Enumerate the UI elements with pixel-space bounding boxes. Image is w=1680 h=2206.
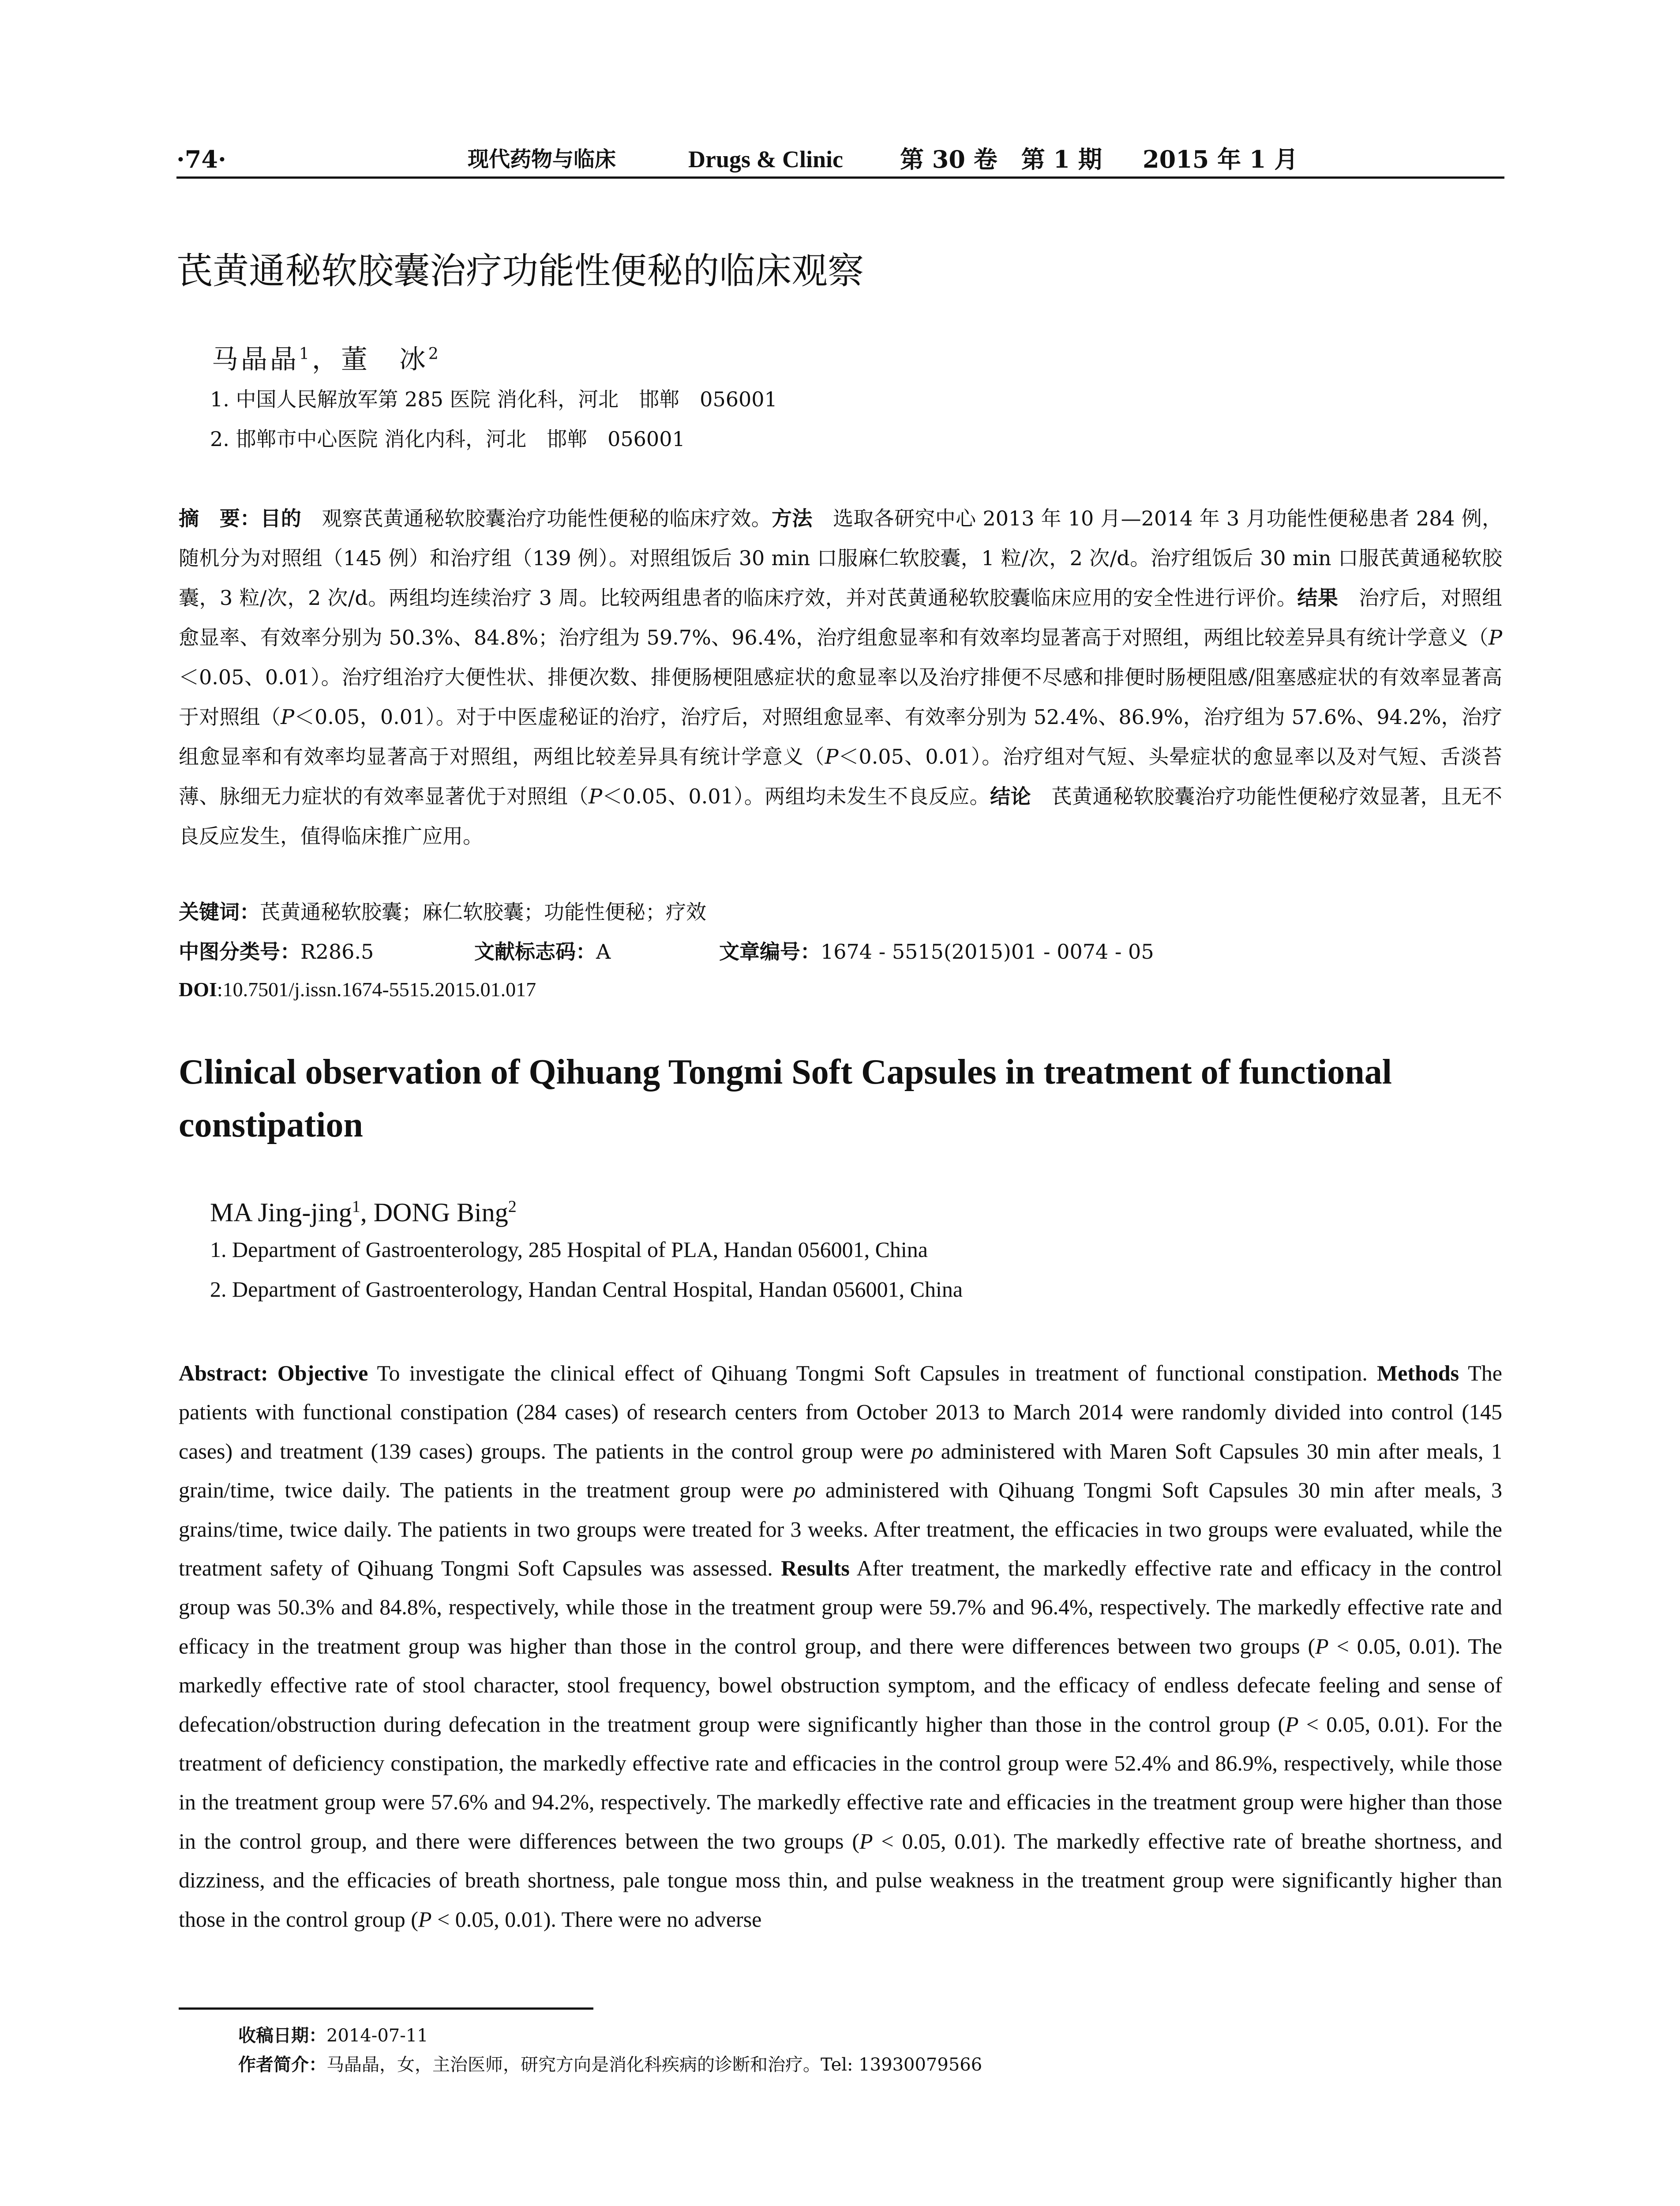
author-bio [238,2051,982,2079]
received-label: 收稿日期： [238,2026,326,2046]
results-text: < 0.05, 0.01). For the treatment of deficiency constipation, the markedly effective rate and efficacies in the control group were 52.4% and 86.9%, respectively, while those in the treatment group were 57.6% and 94.2%, respectively. The markedly effective rate and efficacies in the treatment group were higher than those in the control group, and there were differences between the two groups ( [179,1711,1503,1853]
affiliation-marker: 1 [299,345,312,363]
affiliation-marker: 2 [428,345,441,363]
received-value: 2014-07-11 [326,2026,428,2046]
p-symbol: P [1285,1711,1299,1737]
abstract-cn [179,499,1502,856]
results-text: < 0.05, 0.01). The markedly effective rate of stool character, stool frequency, bowel obstruction symptom, and the efficacy of endless defecate feeling and sense of defecation/obstruction during defecation in the treatment group were significantly higher than those in the control group ( [179,1633,1502,1737]
authors-en [210,1187,517,1232]
p-symbol: P [589,784,603,808]
results-text: 治疗后，对照组愈显率、有效率分别为 50.3%、84.8%；治疗组为 59.7%、96.4%，治疗组愈显率和有效率均显著高于对照组，两组比较差异具有统计学意义（ [179,586,1503,649]
affiliation-en-1: 1. Department of Gastroenterology, 285 Hospital of PLA, Handan 056001, China [210,1237,928,1262]
volume-issue: 第 30 卷 第 1 期 [900,145,1102,173]
methods-text: The patients with functional constipation (284 cases) of research centers from October 2013 to March 2014 were randomly divided into control (145 cases) and treatment (139 cases) groups. The patients in the control group were [179,1361,1502,1463]
author-bio-text: 马晶晶，女，主治医师，研究方向是消化科疾病的诊断和治疗。Tel: 13930079566 [326,2055,982,2075]
results-text: ＜0.05、0.01）。两组均未发生不良反应。 [602,784,990,808]
p-symbol: P [825,745,839,769]
doc-code-label: 文献标志码： [474,940,596,964]
affiliation-en-2: 2. Department of Gastroenterology, Handan Central Hospital, Handan 056001, China [210,1277,963,1302]
doi-label: DOI [179,978,217,1001]
page-number: ·74· [176,145,226,173]
conclusion-text: 芪黄通秘软胶囊治疗功能性便秘疗效显著，且无不良反应发生，值得临床推广应用。 [179,784,1503,848]
conclusion-label: 结论 [990,784,1031,808]
objective-label: 目的 [260,506,302,530]
clc-label: 中图分类号： [179,940,300,964]
p-symbol: P [859,1828,873,1853]
document-code [474,932,611,972]
affiliation-cn-2: 2. 邯郸市中心医院 消化内科，河北 邯郸 056001 [210,427,685,451]
article-number [719,932,1154,972]
article-title-cn: 芪黄通秘软胶囊治疗功能性便秘的临床观察 [176,250,864,292]
po-abbrev: po [911,1438,934,1463]
keywords-text: 芪黄通秘软胶囊；麻仁软胶囊；功能性便秘；疗效 [260,900,706,924]
p-symbol: P [1315,1633,1329,1658]
results-text: ＜0.05、0.01）。治疗组对气短、头晕症状的愈显率以及对气短、舌淡苔薄、脉细无力症状的有效率显著优于对照组（ [179,745,1503,808]
author-name: 马晶晶 [212,344,299,375]
author-name: MA Jing-jing [210,1198,352,1227]
received-date [238,2022,428,2050]
methods-text: 选取各研究中心 2013 年 10 月—2014 年 3 月功能性便秘患者 284 例，随机分为对照组（145 例）和治疗组（139 例）。对照组饭后 30 min 口服麻仁软胶囊，1 粒/次，2 次/d。治疗组饭后 30 min 口服芪黄通秘软胶囊，3 粒/次，2 次/d。两组均连续治疗 3 周。比较两组患者的临床疗效，并对芪黄通秘软胶囊临床应用的安全性进行评价。 [179,506,1503,610]
methods-text: administered with Qihuang Tongmi Soft Capsules 30 min after meals, 3 grains/time, twice daily. The patients in two groups were treated for 3 weeks. After treatment, the efficacies in two groups were evaluated, while the treatment safety of Qihuang Tongmi Soft Capsules was assessed. [179,1478,1502,1581]
results-label: 结果 [1297,586,1339,610]
keywords-cn [179,892,706,932]
authors-cn [212,334,441,379]
issue-date: 2015 年 1 月 [1143,145,1298,173]
author-separator: , [360,1198,374,1227]
methods-label: Methods [1376,1361,1459,1385]
clc-number [179,932,374,972]
abstract-label: Abstract: [179,1361,268,1385]
doi-line [179,970,536,1009]
journal-name-cn: 现代药物与临床 [468,147,616,172]
article-no-label: 文章编号： [719,940,821,964]
author-bio-label: 作者简介： [238,2055,326,2075]
results-text: ＜0.05、0.01）。治疗组治疗大便性状、排便次数、排便肠梗阻感症状的愈显率以及治疗排便不尽感和排便时肠梗阻感/阻塞感症状的有效率显著高于对照组（ [179,665,1502,729]
objective-label: Objective [268,1361,368,1385]
p-symbol: P [418,1906,432,1932]
article-no-value: 1674 - 5515(2015)01 - 0074 - 05 [821,940,1154,964]
methods-text: administered with Maren Soft Capsules 30 min after meals, 1 grain/time, twice daily. The patients in the treatment group were [179,1438,1502,1503]
doi-value: :10.7501/j.issn.1674-5515.2015.01.017 [217,978,536,1001]
running-header [176,142,1504,179]
po-abbrev: po [793,1478,816,1503]
results-text: After treatment, the markedly effective rate and efficacy in the control group was 50.3% and 84.8%, respectively, while those in the treatment group were 59.7% and 96.4%, respectively. The markedly effective rate and efficacy in the treatment group was higher than those in the control group, and there were differences between two groups ( [179,1556,1502,1658]
abstract-en [179,1354,1502,1939]
results-label: Results [781,1556,850,1581]
results-text: ＜0.05，0.01）。对于中医虚秘证的治疗，治疗后，对照组愈显率、有效率分别为 52.4%、86.9%，治疗组为 57.6%、94.2%，治疗组愈显率和有效率均显著高于对照组，两组比较差异具有统计学意义（ [179,705,1502,769]
clc-value: R286.5 [300,940,374,964]
keywords-label: 关键词： [179,900,260,924]
classification-line [179,932,1502,972]
objective-text: To investigate the clinical effect of Qihuang Tongmi Soft Capsules in treatment of functional constipation. [368,1361,1377,1385]
article-title-en: Clinical observation of Qihuang Tongmi Soft Capsules in treatment of functional constipation [179,1053,1392,1144]
footnote-divider [179,2007,593,2010]
abstract-label: 摘 要： [179,506,261,530]
author-name: 董 冰 [341,344,428,375]
journal-name-en: Drugs & Clinic [688,146,843,173]
author-separator: ， [311,344,341,375]
results-text: < 0.05, 0.01). The markedly effective rate of breathe shortness, and dizziness, and the efficacies of breath shortness, pale tongue moss thin, and pulse weakness in the treatment group were significantly higher than those in the control group ( [179,1828,1502,1932]
objective-text: 观察芪黄通秘软胶囊治疗功能性便秘的临床疗效。 [301,506,772,530]
author-name: DONG Bing [373,1198,508,1227]
affiliation-cn-1: 1. 中国人民解放军第 285 医院 消化科，河北 邯郸 056001 [210,387,777,411]
doc-code-value: A [596,940,611,964]
methods-label: 方法 [772,506,813,530]
affiliation-marker: 1 [352,1197,360,1216]
results-text: < 0.05, 0.01). There were no adverse [431,1906,762,1932]
affiliation-marker: 2 [508,1197,517,1216]
p-symbol: P [1489,626,1502,649]
p-symbol: P [281,705,295,729]
